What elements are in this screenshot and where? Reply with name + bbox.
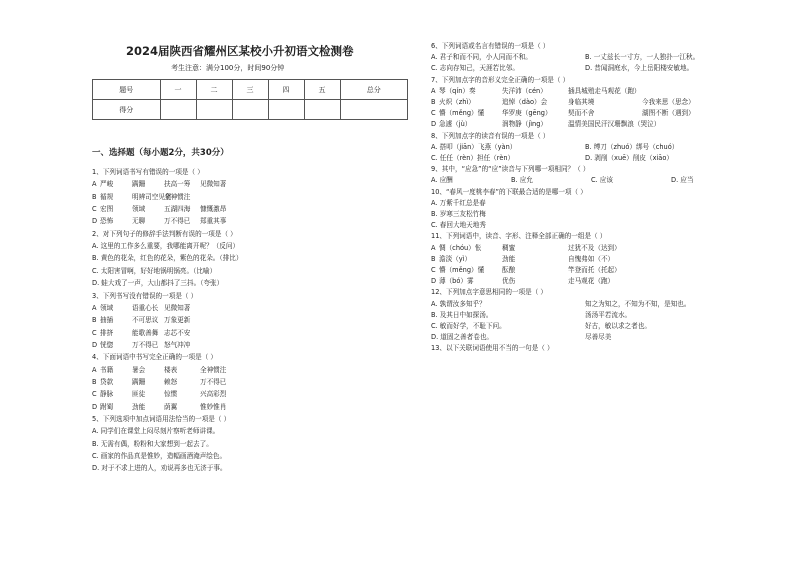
option-text: 薄（bó）雾 (439, 277, 474, 286)
option-text: 今我来思（思念） (642, 98, 695, 106)
option-line: D. 对于不求上进的人，劝说再多也无济于事。 (92, 464, 227, 473)
option-text: 恐怖 (100, 217, 114, 226)
option-text: 五湖四海 (164, 205, 191, 214)
option-text: 匪徒 (132, 390, 146, 399)
option-text: 楼表 (164, 365, 178, 374)
option-text: 抽插 (100, 316, 114, 325)
score-header-cell: 三 (232, 80, 268, 100)
option-text: 见微知著 (200, 180, 227, 189)
option-text: C. 敏而好学，不耻下问。 (431, 322, 506, 330)
option-letter: C (92, 390, 97, 399)
option-text: 排挤 (100, 328, 114, 337)
option-text: 懵（měng）懂 (439, 266, 485, 274)
option-text: 能歌善舞 (132, 328, 159, 337)
option-text: 知之为知之，不知为不知，是知也。 (585, 299, 691, 308)
option-text: 荫翼 (164, 402, 178, 411)
question-stem: 6、下列词语或名言有错误的一项是（ ） (431, 42, 550, 50)
option-line: C. 春回大地天地秀 (431, 221, 486, 230)
option-text: 急遽（jù） (439, 120, 472, 129)
option-text: 劲能 (132, 402, 146, 411)
option-text: D. 剥削（xuē）削皮（xiāo） (585, 154, 673, 162)
option-line: A. 同学们在课堂上闷尽刻片察听老师讲课。 (92, 427, 220, 436)
option-text: 惊惯 (164, 390, 178, 399)
score-header-cell: 题号 (93, 80, 161, 100)
option-text: 澹淡（yì） (439, 254, 472, 263)
option-letter: D (92, 217, 98, 226)
option-text: 循规 (100, 192, 114, 201)
option-text: D. 应当 (671, 176, 694, 185)
option-text: 不可思议 (132, 316, 159, 325)
option-line: B. 无需有偶，粉粉和大家想到一起去了。 (92, 439, 213, 448)
option-text: 全神惯注 (200, 365, 227, 374)
option-text: 竿登而托（托起） (568, 266, 621, 274)
option-letter: D (92, 340, 98, 349)
option-text: B. 应允 (511, 176, 533, 185)
question-stem: 12、下列加点字意思相同的一项是（ ） (431, 288, 547, 297)
left-column (88, 0, 413, 562)
option-text: 万不得已 (164, 217, 191, 226)
option-text: 怒气冲冲 (164, 340, 191, 349)
option-line: A. 这里的工作多么重要，我哪能离开呢？（反问） (92, 242, 240, 251)
option-text: 尽善尽美 (585, 333, 612, 342)
question-stem: 7、下列加点字的音形义完全正确的一项是（ ） (431, 75, 570, 84)
option-letter: D (92, 402, 98, 411)
option-letter: A (431, 243, 436, 252)
option-text: 全神惯注 (164, 192, 191, 201)
option-text: 优伤 (502, 277, 516, 286)
option-text: B. 及其日中如探汤。 (431, 310, 493, 319)
option-text: 跗蜀 (100, 402, 114, 411)
option-text: 自愧弗如（不） (568, 254, 615, 263)
option-text: 插具城殖走马观花（跑） (568, 86, 641, 95)
option-text: 温情美国民汗汉珊飘浪（哭泣） (568, 120, 661, 129)
option-text: 贷款 (100, 377, 114, 386)
score-header-cell: 二 (196, 80, 232, 100)
score-input-cell[interactable] (196, 100, 232, 120)
option-text: 语重心长 (132, 303, 159, 312)
score-row-label: 得分 (93, 100, 161, 120)
option-text: 领域 (132, 205, 146, 214)
score-input-cell[interactable] (232, 100, 268, 120)
option-text: 明辨司空见贯 (132, 192, 172, 201)
option-letter: A (92, 303, 97, 312)
option-text: 慷慨激昂 (200, 205, 227, 214)
page-title: 2024届陕西省耀州区某校小升初语文检测卷 (126, 44, 354, 58)
option-letter: A (92, 365, 97, 374)
option-text: 稠蜜 (502, 243, 516, 252)
option-text: C. 任任（rèn）担任（rèn） (431, 154, 515, 162)
score-input-cell[interactable] (304, 100, 340, 120)
option-letter: A (92, 180, 97, 189)
option-text: C. 应该 (591, 176, 613, 185)
option-text: 赖怒 (164, 377, 178, 386)
option-line: C. 画家的作品真是惟妙，造幅画酒淹声绘色。 (92, 452, 227, 461)
option-text: C. 志向存知己，天涯若比邻。 (431, 64, 519, 73)
score-input-cell[interactable] (340, 100, 408, 120)
option-letter: C (431, 266, 436, 274)
option-text: 严峻 (100, 180, 114, 189)
option-text: 万象更新 (164, 316, 191, 325)
question-stem: 4、下面词语中书写完全正确的一项是（ ） (92, 353, 217, 362)
option-text: 见微知著 (164, 303, 191, 312)
option-letter: B (92, 192, 97, 201)
option-letter: B (431, 98, 436, 106)
option-line: D. 蛙大戏了一声，大山都抖了三抖。（夸张） (92, 279, 224, 288)
option-text: 劲能 (502, 254, 516, 263)
option-text: 好古，敏以求之者也。 (585, 322, 651, 330)
option-text: A. 君子和而不同，小人同而不和。 (431, 53, 532, 62)
option-letter: C (92, 205, 97, 214)
question-stem: 10、“春风一度桃李春”的下联最合适的是哪一项（ ） (431, 187, 587, 196)
option-line: C. 太阳害冒啊，好好地锅明锅亮。（比喻） (92, 266, 217, 275)
option-text: 追悼（dào）会 (502, 98, 548, 106)
option-text: 琴（qín）奏 (439, 86, 476, 95)
score-table-header-row (93, 80, 408, 100)
question-stem: 2、对下列句子的修辞手法判断有误的一项是（ ） (92, 229, 237, 238)
option-letter: D (431, 277, 437, 286)
option-text: 兴高彩烈 (200, 390, 227, 399)
option-text: 蹒跚 (132, 180, 146, 189)
option-text: 惟妙惟肖 (200, 402, 227, 411)
option-line: A. 万紫千红总是春 (431, 198, 486, 207)
option-text: 书籍 (100, 365, 114, 374)
option-text: 润物静（jìng） (502, 120, 547, 129)
option-text: 静脉 (100, 390, 114, 399)
option-text: 万不得已 (132, 340, 159, 349)
score-input-cell[interactable] (160, 100, 196, 120)
option-text: 惆（chóu）怅 (439, 243, 482, 252)
option-letter: D (431, 120, 437, 129)
section-heading: 一、选择题（每小题2分，共30分） (92, 148, 229, 158)
option-text: B. 一丈兹长一寸方，一人独扑一江秋。 (585, 53, 700, 62)
option-text: D. 道固之善者卷也。 (431, 333, 494, 342)
option-text: B. 缚刀（zhuó）绑号（chuó） (585, 142, 679, 151)
option-line: B. 岁寒三友松竹梅 (431, 210, 486, 218)
option-text: 万不得已 (200, 377, 227, 386)
option-text: 暑会 (132, 365, 146, 374)
option-text: 宏图 (100, 205, 114, 214)
option-letter: C (92, 328, 97, 337)
score-input-cell[interactable] (268, 100, 304, 120)
option-text: 过犹不及（达到） (568, 243, 621, 252)
question-stem: 3、下列书写没有错误的一项是（ ） (92, 291, 198, 300)
option-text: A. 搭叩（jiān）飞燕（yàn） (431, 142, 517, 151)
option-text: D. 昔闻洞庭水，今上岳阳楼安敏地。 (585, 64, 694, 73)
option-text: 无聊 (132, 217, 146, 226)
score-header-cell: 四 (268, 80, 304, 100)
option-text: 契而不舍 (568, 109, 595, 118)
option-text: 志芯不安 (164, 328, 191, 337)
option-text: A. 孰谓汝多知乎？ (431, 299, 486, 308)
option-text: A. 应酬 (431, 176, 453, 185)
option-text: 酝酿 (502, 266, 516, 274)
score-header-cell: 总分 (340, 80, 408, 100)
option-text: 身临其境 (568, 98, 595, 106)
score-table-score-row (93, 100, 408, 120)
option-text: 华罗庚（gēng） (502, 109, 552, 118)
option-text: 郑重其事 (200, 217, 227, 226)
option-text: 恍惚 (100, 340, 114, 349)
option-text: 湖图不断（遇到） (642, 109, 695, 118)
score-header-cell: 一 (160, 80, 196, 100)
option-letter: B (92, 316, 97, 325)
option-text: 懵（měng）懂 (439, 109, 485, 118)
option-letter: B (431, 254, 436, 263)
option-letter: C (431, 109, 436, 118)
option-letter: B (92, 377, 97, 386)
question-stem: 13、以下关联词语使用不当的一句是（ ） (431, 344, 554, 353)
option-text: 领域 (100, 303, 114, 312)
right-column (427, 0, 727, 562)
question-stem: 1、下列词语书写有错误的一项是（ ） (92, 168, 204, 176)
score-table (92, 79, 408, 120)
option-text: 扶高一筹 (164, 180, 191, 189)
option-text: 失洋沛（cén） (502, 86, 547, 95)
question-stem: 11、下列词语中，读音、字形、注释全部正确的一组是（ ） (431, 232, 607, 241)
option-text: 蹒跚 (132, 377, 146, 386)
option-text: 汤汤平若流水。 (585, 310, 632, 319)
option-letter: A (431, 86, 436, 95)
option-line: B. 黄色的花朵，红色的花朵，紫色的花朵。（排比） (92, 254, 243, 263)
exam-notice: 考生注意：满分100分，时间90分钟 (171, 64, 285, 72)
question-stem: 9、其中，“应急”的“应”读音与下列哪一项相同？（ ） (431, 165, 590, 174)
score-header-cell: 五 (304, 80, 340, 100)
question-stem: 5、下列选项中加点词语用法恰当的一项是（ ） (92, 415, 231, 423)
question-stem: 8、下列加点字的读音有误的一项是（ ） (431, 131, 550, 140)
option-text: 火炽（zhì） (439, 98, 475, 106)
option-text: 走马观花（跑） (568, 277, 615, 286)
